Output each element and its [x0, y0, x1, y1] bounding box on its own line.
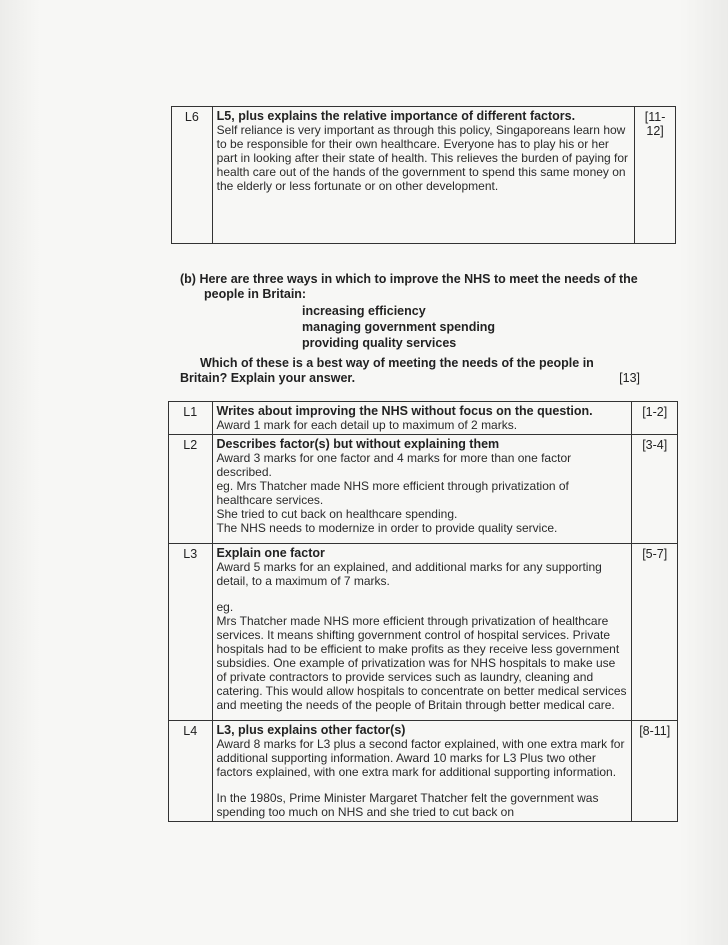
spacer: [217, 779, 628, 791]
level-cell: L1: [169, 402, 213, 435]
descriptor-cell: [212, 435, 632, 544]
level-heading: Explain one factor: [216, 546, 325, 560]
level-text: She tried to cut back on healthcare spending.: [216, 507, 458, 521]
level-heading: L3, plus explains other factor(s): [216, 723, 406, 737]
marks-cell: [3-4]: [632, 435, 678, 544]
question-label: (b): [180, 272, 196, 286]
level-cell: L2: [169, 435, 213, 544]
level-text: Award 8 marks for L3 plus a second factor explained, with one extra mark for additional supporting information. Award 10 marks for L3 Plus two other factors explained, with one extra mark for additional supporting information.: [216, 737, 625, 779]
descriptor-cell: [212, 107, 635, 244]
table-row: [169, 435, 678, 544]
question-b-intro: [180, 272, 680, 287]
level-text: Mrs Thatcher made NHS more efficient through privatization of healthcare services. It means shifting government control of hospital services. Private hospitals had to be efficient to make profits as they receive less government subsidies. One example of privatization was for NHS hospitals to make use of private contractors to provide services such as laundry, cleaning and catering. This would allow hospitals to concentrate on better medical services and meeting the needs of the people of Britain through better medical care.: [216, 614, 627, 712]
question-marks: [13]: [619, 371, 640, 385]
level-text: In the 1980s, Prime Minister Margaret Thatcher felt the government was spending too much on NHS and she tried to cut back on: [216, 791, 599, 819]
spacer: [217, 588, 628, 600]
level-text: The NHS needs to modernize in order to provide quality service.: [216, 521, 558, 535]
level-text: Self reliance is very important as through this policy, Singaporeans learn how to be responsible for their own healthcare. Everyone has to play his or her part in looking after their state of health. This relieves the burden of paying for health care out of the hands of the government to spend this same money on the elderly or less fortunate or on other development.: [216, 123, 629, 193]
table-row: [169, 402, 678, 435]
sub-question-line2: [180, 371, 680, 386]
level-text: Award 3 marks for one factor and 4 marks for more than one factor described.: [216, 451, 572, 479]
ways-list: [180, 303, 680, 351]
list-item: providing quality services: [302, 336, 457, 350]
level-text: Award 1 mark for each detail up to maximum of 2 marks.: [216, 418, 518, 432]
level-text: Award 5 marks for an explained, and additional marks for any supporting detail, to a maximum of 7 marks.: [216, 560, 602, 588]
list-item: increasing efficiency: [302, 304, 426, 318]
marks-cell: [11-12]: [635, 107, 676, 244]
mark-scheme-table-top: [171, 106, 676, 244]
mark-scheme-table: [168, 401, 678, 822]
level-cell: L3: [169, 544, 213, 721]
level-text: eg. Mrs Thatcher made NHS more efficient through privatization of healthcare services.: [216, 479, 569, 507]
list-item: managing government spending: [302, 320, 496, 334]
level-cell: L6: [172, 107, 213, 244]
descriptor-cell: [212, 544, 632, 721]
level-heading: L5, plus explains the relative importance of different factors.: [216, 109, 576, 123]
question-b: [180, 272, 680, 351]
level-heading: Writes about improving the NHS without focus on the question.: [216, 404, 593, 418]
descriptor-cell: [212, 721, 632, 822]
level-text: eg.: [216, 600, 234, 614]
question-b-intro-text: Here are three ways in which to improve the NHS to meet the needs of the: [199, 272, 638, 286]
marks-cell: [5-7]: [632, 544, 678, 721]
question-b-intro-line2: people in Britain:: [204, 287, 307, 301]
table-row: [169, 721, 678, 822]
marks-cell: [8-11]: [632, 721, 678, 822]
table-row: [172, 107, 676, 244]
level-heading: Describes factor(s) but without explaining them: [216, 437, 500, 451]
sub-question: [180, 356, 680, 386]
sub-question-line2-text: Britain? Explain your answer.: [180, 371, 356, 385]
table-row: [169, 544, 678, 721]
descriptor-cell: [212, 402, 632, 435]
marks-cell: [1-2]: [632, 402, 678, 435]
level-cell: L4: [169, 721, 213, 822]
sub-question-line1: Which of these is a best way of meeting the needs of the people in: [200, 356, 594, 370]
